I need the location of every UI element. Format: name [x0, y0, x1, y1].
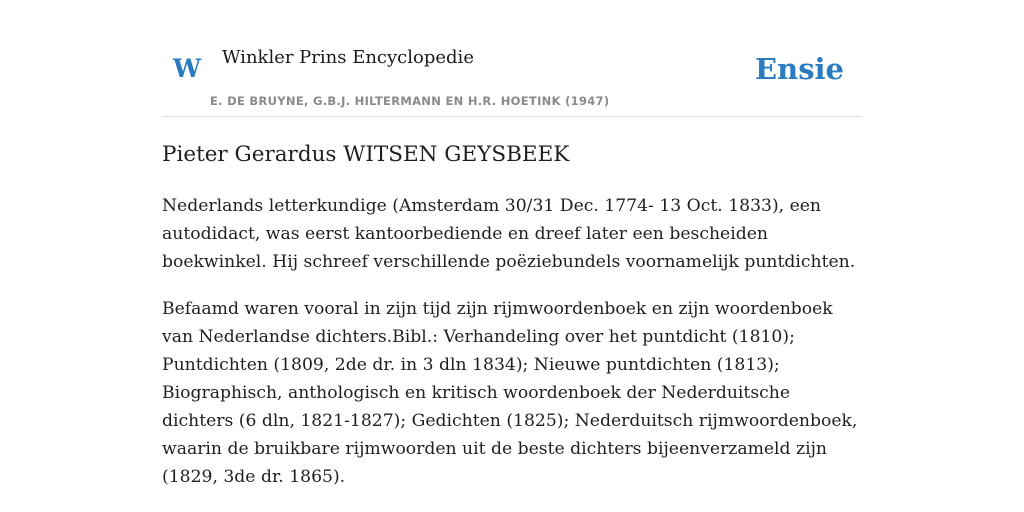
site-header — [162, 0, 862, 117]
article-page — [162, 0, 862, 512]
article-title: Pieter Gerardus WITSEN GEYSBEEK — [162, 142, 570, 167]
winkler-prins-logo-icon[interactable]: W — [173, 54, 202, 83]
article-paragraph: Nederlands letterkundige (Amsterdam 30/31 Dec. 1774- 13 Oct. 1833), een autodidact, was eerst kantoorbediende en dreef later een bescheiden boekwinkel. Hij schreef verschillende poëziebundels voornamelijk puntdichten. — [162, 196, 856, 272]
source-title-link[interactable]: Winkler Prins Encyclopedie — [222, 47, 474, 68]
article-paragraph: Befaamd waren vooral in zijn tijd zijn rijmwoordenboek en zijn woordenboek van Nederlandse dichters.Bibl.: Verhandeling over het puntdicht (1810); Puntdichten (1809, 2de dr. in 3 dln 1834); Nieuwe puntdichten (1813); Biographisch, anthologisch en kritisch woordenboek der Nederduitsche dichters (6 dln, 1821-1827); Gedichten (1825); Nederduitsch rijmwoordenboek, waarin de bruikbare rijmwoorden uit de beste dichters bijeenverzameld zijn (1829, 3de dr. 1865). — [162, 299, 858, 487]
source-authors: E. DE BRUYNE, G.B.J. HILTERMANN EN H.R. HOETINK (1947) — [210, 94, 610, 108]
ensie-brand-logo[interactable]: Ensie — [755, 52, 844, 86]
